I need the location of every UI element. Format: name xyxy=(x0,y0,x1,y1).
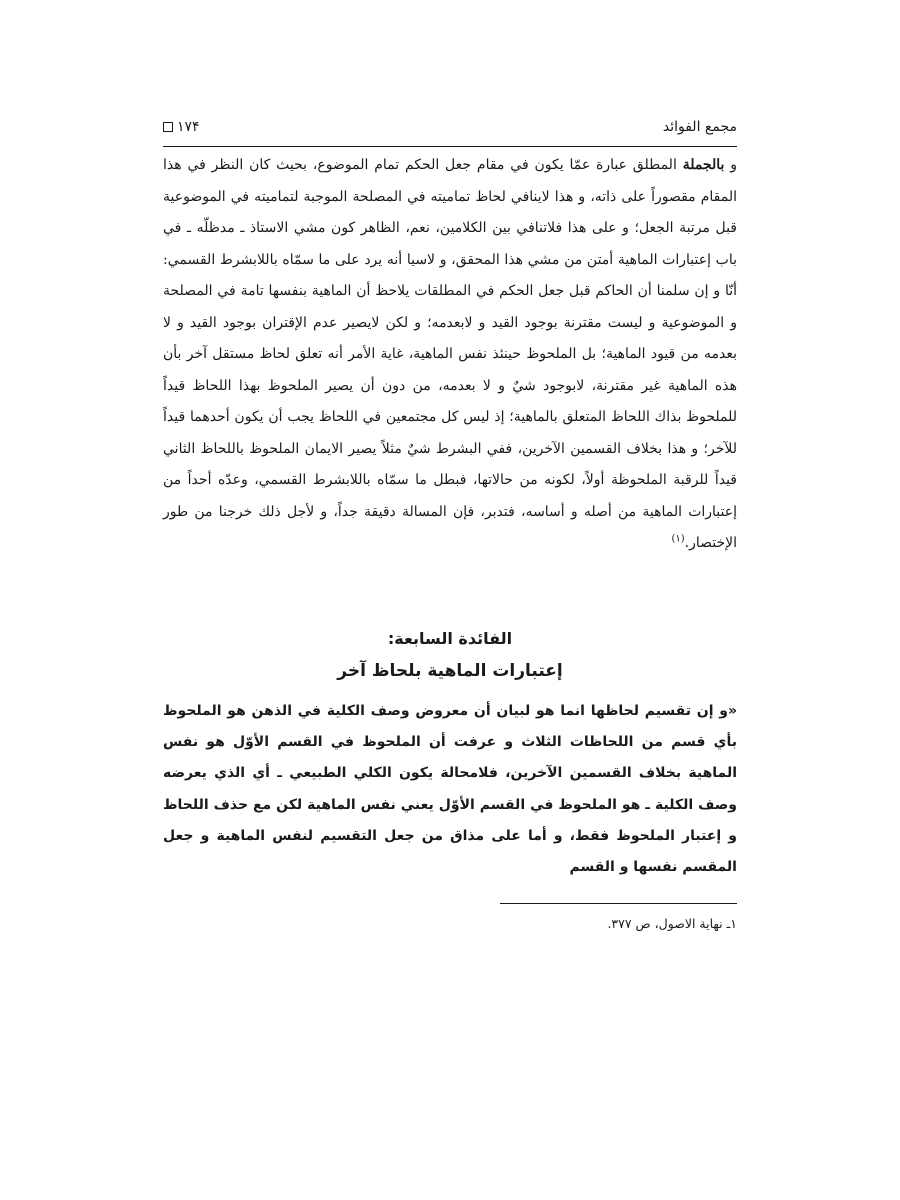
footnote-marker[interactable]: (١) xyxy=(671,533,685,545)
section-subtitle: الفائدة السابعة: xyxy=(387,629,513,648)
section-heading xyxy=(163,624,737,688)
square-box-icon xyxy=(163,122,173,132)
lead-bold-word: بالجملة xyxy=(682,157,725,173)
paragraph-text: المطلق عبارة عمّا يكون في مقام جعل الحكم تمام الموضوع، بحيث كان النظر في هذا المقام مقصوراً على ذاته، و هذا لاينافي لحاظ تماميته في المصلحة الموجبة لتماميته في الموضوعية قبل مرتبة الجعل؛ و على هذا فلاتنافي بين الكلامين، نعم، الظاهر كون مشي الاستاذ ـ مدظلّه ـ في باب إعتبارات الماهية أمتن من مشي هذا المحقق، و لاسيا أنه يرد على ما سمّاه باللابشرط القسمي: أنّا و إن سلمنا أن الحاكم قبل جعل الحكم في المطلقات يلاحظ أن الماهية بنفسها تامة في المصلحة و الموضوعية و ليست مقترنة بوجود القيد و لابعدمه؛ و لكن لايصير عدم الإقتران بوجود القيد و لا بعدمه من قيود الماهية؛ بل الملحوظ حينئذ نفس الماهية، غاية الأمر أنه تعلق لحاظ مستقل آخر بأن هذه الماهية غير مقترنة، لابوجود شيٌ و لا بعدمه، من دون أن يصير الملحوظ بهذا اللحاظ قيداً للملحوظ بذاك اللحاظ المتعلق بالماهية؛ إذ ليس كل مجتمعين في اللحاظ يجب أن يكون أحدهما قيداً للآخر؛ و هذا بخلاف القسمين الآخرين، ففي البشرط شيٌ مثلاً يصير الايمان الملحوظ باللحاظ الثاني قيداً للرقبة الملحوظة أولاً، لكونه من حالاتها، فبطل ما سمّاه باللابشرط القسمي، وعدّه أحداً من إعتبارات الماهية من أصله و أساسه، فتدبر، فإن المسالة دقيقة جداً، و لأجل ذلك خرجنا من طور الإختصار. xyxy=(163,157,737,551)
paragraph-prefix: و xyxy=(724,157,737,173)
section-title: إعتبارات الماهية بلحاظ آخر xyxy=(337,661,563,681)
paragraph xyxy=(163,150,737,560)
quote-block xyxy=(163,696,737,883)
running-header xyxy=(163,112,737,142)
header-divider xyxy=(163,146,737,147)
main-paragraph xyxy=(163,150,737,560)
footnote-divider xyxy=(500,903,737,904)
quote-text: «و إن تقسيم لحاظها انما هو لبيان أن معروض وصف الكلية في الذهن هو الملحوظ بأي قسم من اللحاظات الثلاث و عرفت أن الملحوظ في القسم الأوّل هو نفس الماهية بخلاف القسمين الآخرين، فلامحالة يكون الكلي الطبيعي ـ أي الذي يعرضه وصف الكلية ـ هو الملحوظ في القسم الأوّل يعني نفس الماهية لكن مع حذف اللحاظ و إعتبار الملحوظ فقط، و أما على مذاق من جعل التقسيم لنفس الماهية و جعل المقسم نفسها و القسم xyxy=(163,703,737,876)
book-title: مجمع الفوائد xyxy=(662,119,737,135)
page-number-group xyxy=(163,119,200,135)
footnote: ١ـ نهاية الاصول، ص ٣٧٧. xyxy=(607,916,737,931)
page-number: ١٧۴ xyxy=(177,119,200,135)
